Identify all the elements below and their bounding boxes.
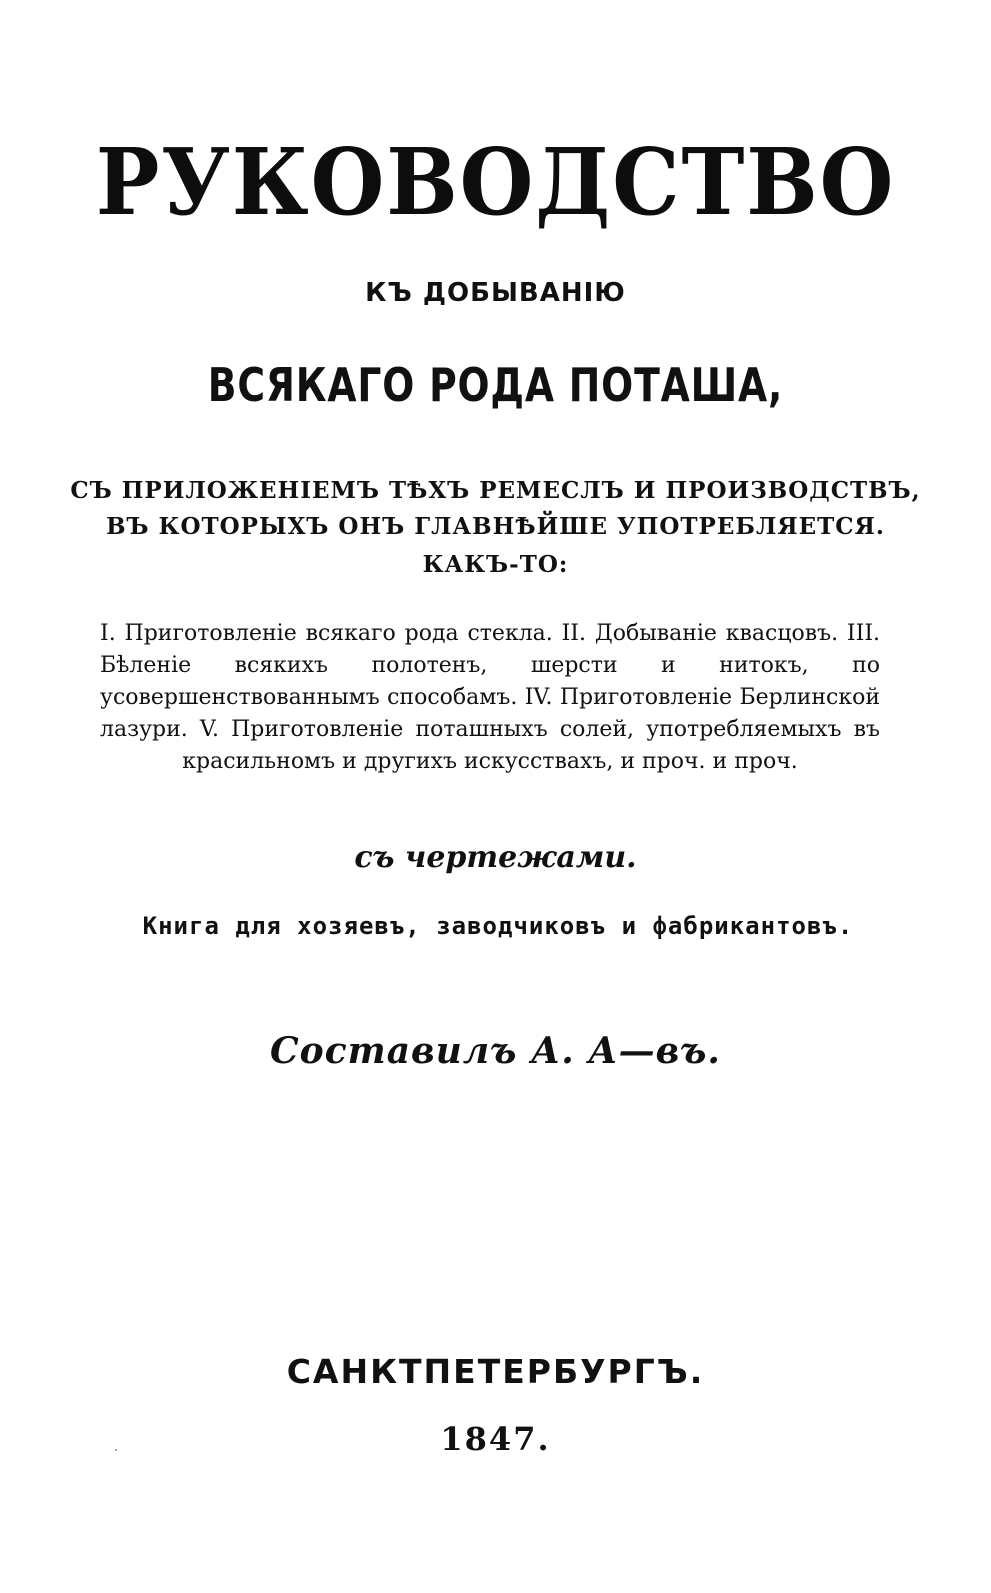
publication-city: САНКТПЕТЕРБУРГЪ. xyxy=(286,1352,705,1391)
application-line-1: СЪ ПРИЛОЖЕНІЕМЪ ТѢХЪ РЕМЕСЛЪ И ПРОИЗВОДСТВЪ, xyxy=(70,477,921,504)
application-line-2: ВЪ КОТОРЫХЪ ОНЪ ГЛАВНѢЙШЕ УПОТРЕБЛЯЕТСЯ. xyxy=(106,513,885,540)
paper-speck xyxy=(115,1449,117,1451)
audience-note: Книга для хозяевъ, заводчиковъ и фабрикантовъ. xyxy=(142,912,854,940)
with-drawings-note: съ чертежами. xyxy=(354,840,637,875)
subtitle-line-1: КЪ ДОБЫВАНІЮ xyxy=(365,278,626,308)
subtitle-line-2: ВСЯКАГО РОДА ПОТАША, xyxy=(207,358,784,412)
contents-list: I. Приготовленіе всякаго рода стекла. II. Добываніе квасцовъ. III. Бѣленіе всякихъ полотенъ, шерсти и нитокъ, по усовершенствованнымъ способамъ. IV. Приготовленіе Берлинской лазури. V. Приготовленіе поташныхъ солей, употребляемыхъ въ красильномъ и другихъ искусствахъ, и проч. и проч. xyxy=(100,621,880,774)
author-line: Составилъ А. А—въ. xyxy=(270,1030,721,1072)
publication-year: 1847. xyxy=(440,1420,551,1458)
book-title: РУКОВОДСТВО xyxy=(95,128,896,236)
application-line-3: КАКЪ-ТО: xyxy=(422,551,569,578)
